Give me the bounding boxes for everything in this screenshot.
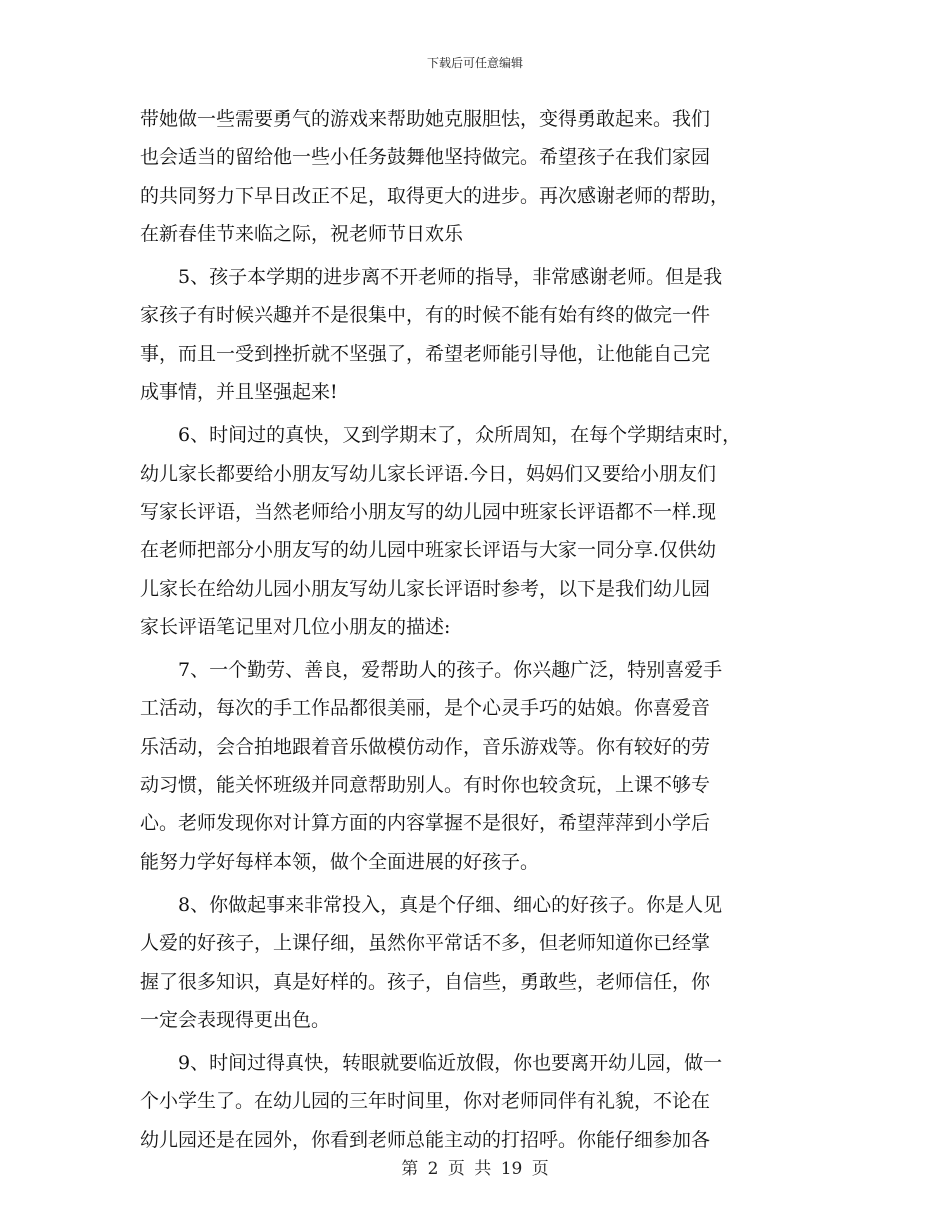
text-line: 8、你做起事来非常投入，真是个仔细、细心的好孩子。你是人见 — [178, 893, 723, 916]
document-body — [140, 100, 830, 1164]
text-line: 工活动，每次的手工作品都很美丽，是个心灵手巧的姑娘。你喜爱音 — [140, 697, 711, 720]
paragraph-1 — [140, 100, 830, 253]
page-footer: 第 2 页 共 19 页 — [401, 1159, 549, 1179]
text-line: 9、时间过得真快，转眼就要临近放假，你也要离开幼儿园，做一 — [178, 1052, 723, 1075]
paragraph-5 — [140, 258, 830, 411]
text-line: 握了很多知识，真是好样的。孩子，自信些，勇敢些，老师信任，你 — [140, 970, 711, 993]
text-line: 人爱的好孩子，上课仔细，虽然你平常话不多，但老师知道你已经掌 — [140, 932, 711, 955]
text-line: 儿家长在给幼儿园小朋友写幼儿家长评语时参考，以下是我们幼儿园 — [140, 577, 711, 600]
paragraph-9 — [140, 1044, 830, 1159]
text-line: 的共同努力下早日改正不足，取得更大的进步。再次感谢老师的帮助， — [140, 184, 730, 207]
text-line: 能努力学好每样本领，做个全面进展的好孩子。 — [140, 850, 540, 873]
text-line: 心。老师发现你对计算方面的内容掌握不是很好，希望萍萍到小学后 — [140, 812, 711, 835]
paragraph-8 — [140, 886, 830, 1039]
paragraph-6 — [140, 416, 830, 646]
text-line: 5、孩子本学期的进步离不开老师的指导，非常感谢老师。但是我 — [178, 266, 723, 289]
text-line: 也会适当的留给他一些小任务鼓舞他坚持做完。希望孩子在我们家园 — [140, 146, 711, 169]
text-line: 家长评语笔记里对几位小朋友的描述: — [140, 615, 451, 638]
text-line: 一定会表现得更出色。 — [140, 1008, 331, 1031]
text-line: 7、一个勤劳、善良，爱帮助人的孩子。你兴趣广泛，特别喜爱手 — [178, 659, 723, 682]
text-line: 事，而且一受到挫折就不坚强了，希望老师能引导他，让他能自己完 — [140, 342, 711, 365]
text-line: 乐活动，会合拍地跟着音乐做模仿动作，音乐游戏等。你有较好的劳 — [140, 735, 711, 758]
text-line: 个小学生了。在幼儿园的三年时间里，你对老师同伴有礼貌，不论在 — [140, 1090, 711, 1113]
page-header: 下载后可任意编辑 — [426, 56, 523, 70]
text-line: 6、时间过的真快，又到学期末了，众所周知，在每个学期结束时， — [178, 424, 742, 447]
text-line: 在老师把部分小朋友写的幼儿园中班家长评语与大家一同分享.仅供幼 — [140, 539, 717, 562]
text-line: 幼儿家长都要给小朋友写幼儿家长评语.今日，妈妈们又要给小朋友们 — [140, 462, 717, 485]
paragraph-7 — [140, 651, 830, 881]
text-line: 带她做一些需要勇气的游戏来帮助她克服胆怯，变得勇敢起来。我们 — [140, 108, 711, 130]
text-line: 家孩子有时候兴趣并不是很集中，有的时候不能有始有终的做完一件 — [140, 304, 711, 327]
text-line: 幼儿园还是在园外，你看到老师总能主动的打招呼。你能仔细参加各 — [140, 1128, 711, 1151]
text-line: 写家长评语，当然老师给小朋友写的幼儿园中班家长评语都不一样.现 — [140, 500, 717, 523]
text-line: 动习惯，能关怀班级并同意帮助别人。有时你也较贪玩，上课不够专 — [140, 774, 711, 797]
text-line: 成事情，并且坚强起来! — [140, 381, 338, 404]
text-line: 在新春佳节来临之际，祝老师节日欢乐 — [140, 222, 464, 245]
